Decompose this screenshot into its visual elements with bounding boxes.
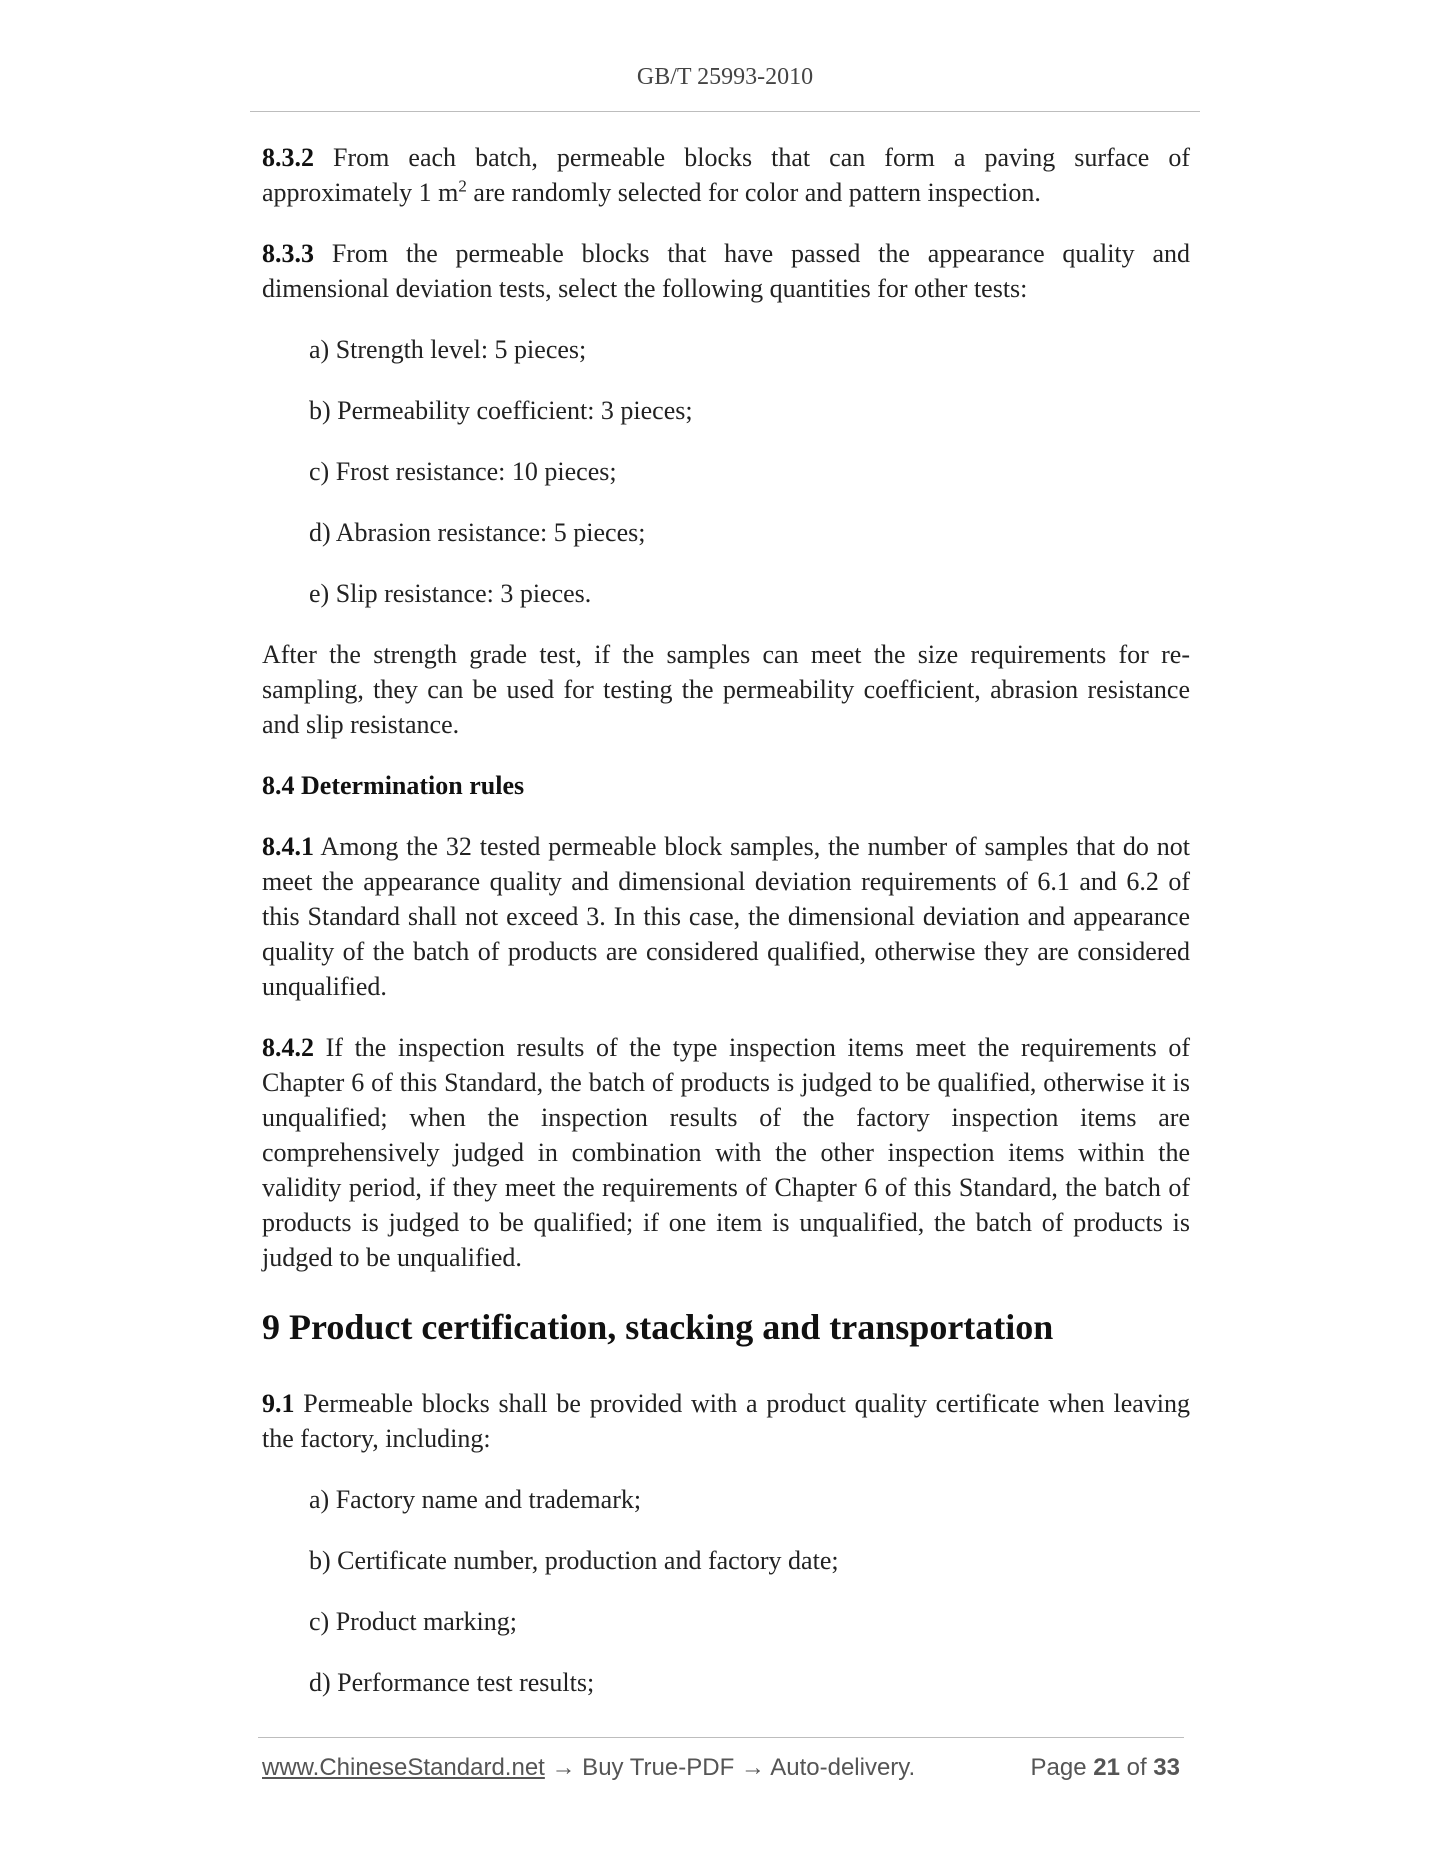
clause-text-continued: are randomly selected for color and pattern inspection. — [466, 178, 1041, 207]
list-item: b) Certificate number, production and factory date; — [309, 1546, 839, 1575]
list-item: d) Performance test results; — [309, 1668, 595, 1697]
clause-number: 8.3.3 — [262, 239, 314, 268]
total-pages: 33 — [1153, 1754, 1180, 1781]
arrow-right-icon: → — [551, 1754, 576, 1781]
document-header — [250, 64, 1200, 91]
auto-delivery-text: Auto-delivery. — [764, 1754, 916, 1781]
clause-8-3-3 — [262, 236, 1190, 306]
clause-number: 9.1 — [262, 1389, 295, 1418]
page-number — [1031, 1754, 1180, 1782]
clause-9-1 — [262, 1386, 1190, 1456]
footer-promo — [262, 1754, 915, 1782]
clause-text: From the permeable blocks that have passed the appearance quality and dimensional deviation tests, select the following quantities for other tests: — [262, 239, 1190, 303]
list-item: a) Strength level: 5 pieces; — [309, 335, 587, 364]
clause-text: Permeable blocks shall be provided with a product quality certificate when leaving the factory, including: — [262, 1389, 1190, 1453]
buy-pdf-text: Buy True-PDF — [575, 1754, 741, 1781]
page-footer — [262, 1754, 1182, 1784]
superscript: 2 — [458, 176, 467, 196]
current-page: 21 — [1093, 1754, 1120, 1781]
list-item: c) Frost resistance: 10 pieces; — [309, 457, 617, 486]
website-link[interactable]: www.ChineseStandard.net — [262, 1754, 545, 1781]
document-id: GB/T 25993-2010 — [636, 64, 814, 90]
clause-text: From each batch, permeable blocks that can form a paving surface of approximately 1 m — [262, 143, 1190, 207]
header-divider — [250, 111, 1200, 112]
chapter-heading-9: 9 Product certification, stacking and transportation — [262, 1307, 1054, 1347]
arrow-right-icon: → — [740, 1754, 765, 1781]
list-item: d) Abrasion resistance: 5 pieces; — [309, 518, 646, 547]
of-label: of — [1119, 1754, 1154, 1781]
clause-8-4-1 — [262, 829, 1190, 1004]
clause-text: Among the 32 tested permeable block samples, the number of samples that do not meet the appearance quality and dimensional deviation requirements of 6.1 and 6.2 of this Standard shall not exceed 3. In this case, the dimensional deviation and appearance quality of the batch of products are considered qualified, otherwise they are considered unqualified. — [262, 832, 1190, 1001]
clause-text: If the inspection results of the type inspection items meet the requirements of Chapter 6 of this Standard, the batch of products is judged to be qualified, otherwise it is unqualified; when the inspection results of the factory inspection items are comprehensively judged in combination with the other inspection items within the validity period, if they meet the requirements of Chapter 6 of this Standard, the batch of products is judged to be qualified; if one item is unqualified, the batch of products is judged to be unqualified. — [262, 1033, 1190, 1272]
section-heading-8-4: 8.4 Determination rules — [262, 771, 525, 800]
clause-number: 8.3.2 — [262, 143, 314, 172]
list-item: a) Factory name and trademark; — [309, 1485, 642, 1514]
clause-number: 8.4.1 — [262, 832, 314, 861]
clause-number: 8.4.2 — [262, 1033, 314, 1062]
page-content — [262, 140, 1190, 1726]
list-item: c) Product marking; — [309, 1607, 517, 1636]
clause-8-3-2 — [262, 140, 1190, 210]
clause-8-4-2 — [262, 1030, 1190, 1275]
footer-divider — [258, 1737, 1184, 1738]
list-item: e) Slip resistance: 3 pieces. — [309, 579, 592, 608]
resampling-paragraph: After the strength grade test, if the samples can meet the size requirements for re-sampling, they can be used for testing the permeability coefficient, abrasion resistance and slip resistance. — [262, 640, 1190, 739]
page-label: Page — [1030, 1754, 1094, 1781]
list-item: b) Permeability coefficient: 3 pieces; — [309, 396, 693, 425]
